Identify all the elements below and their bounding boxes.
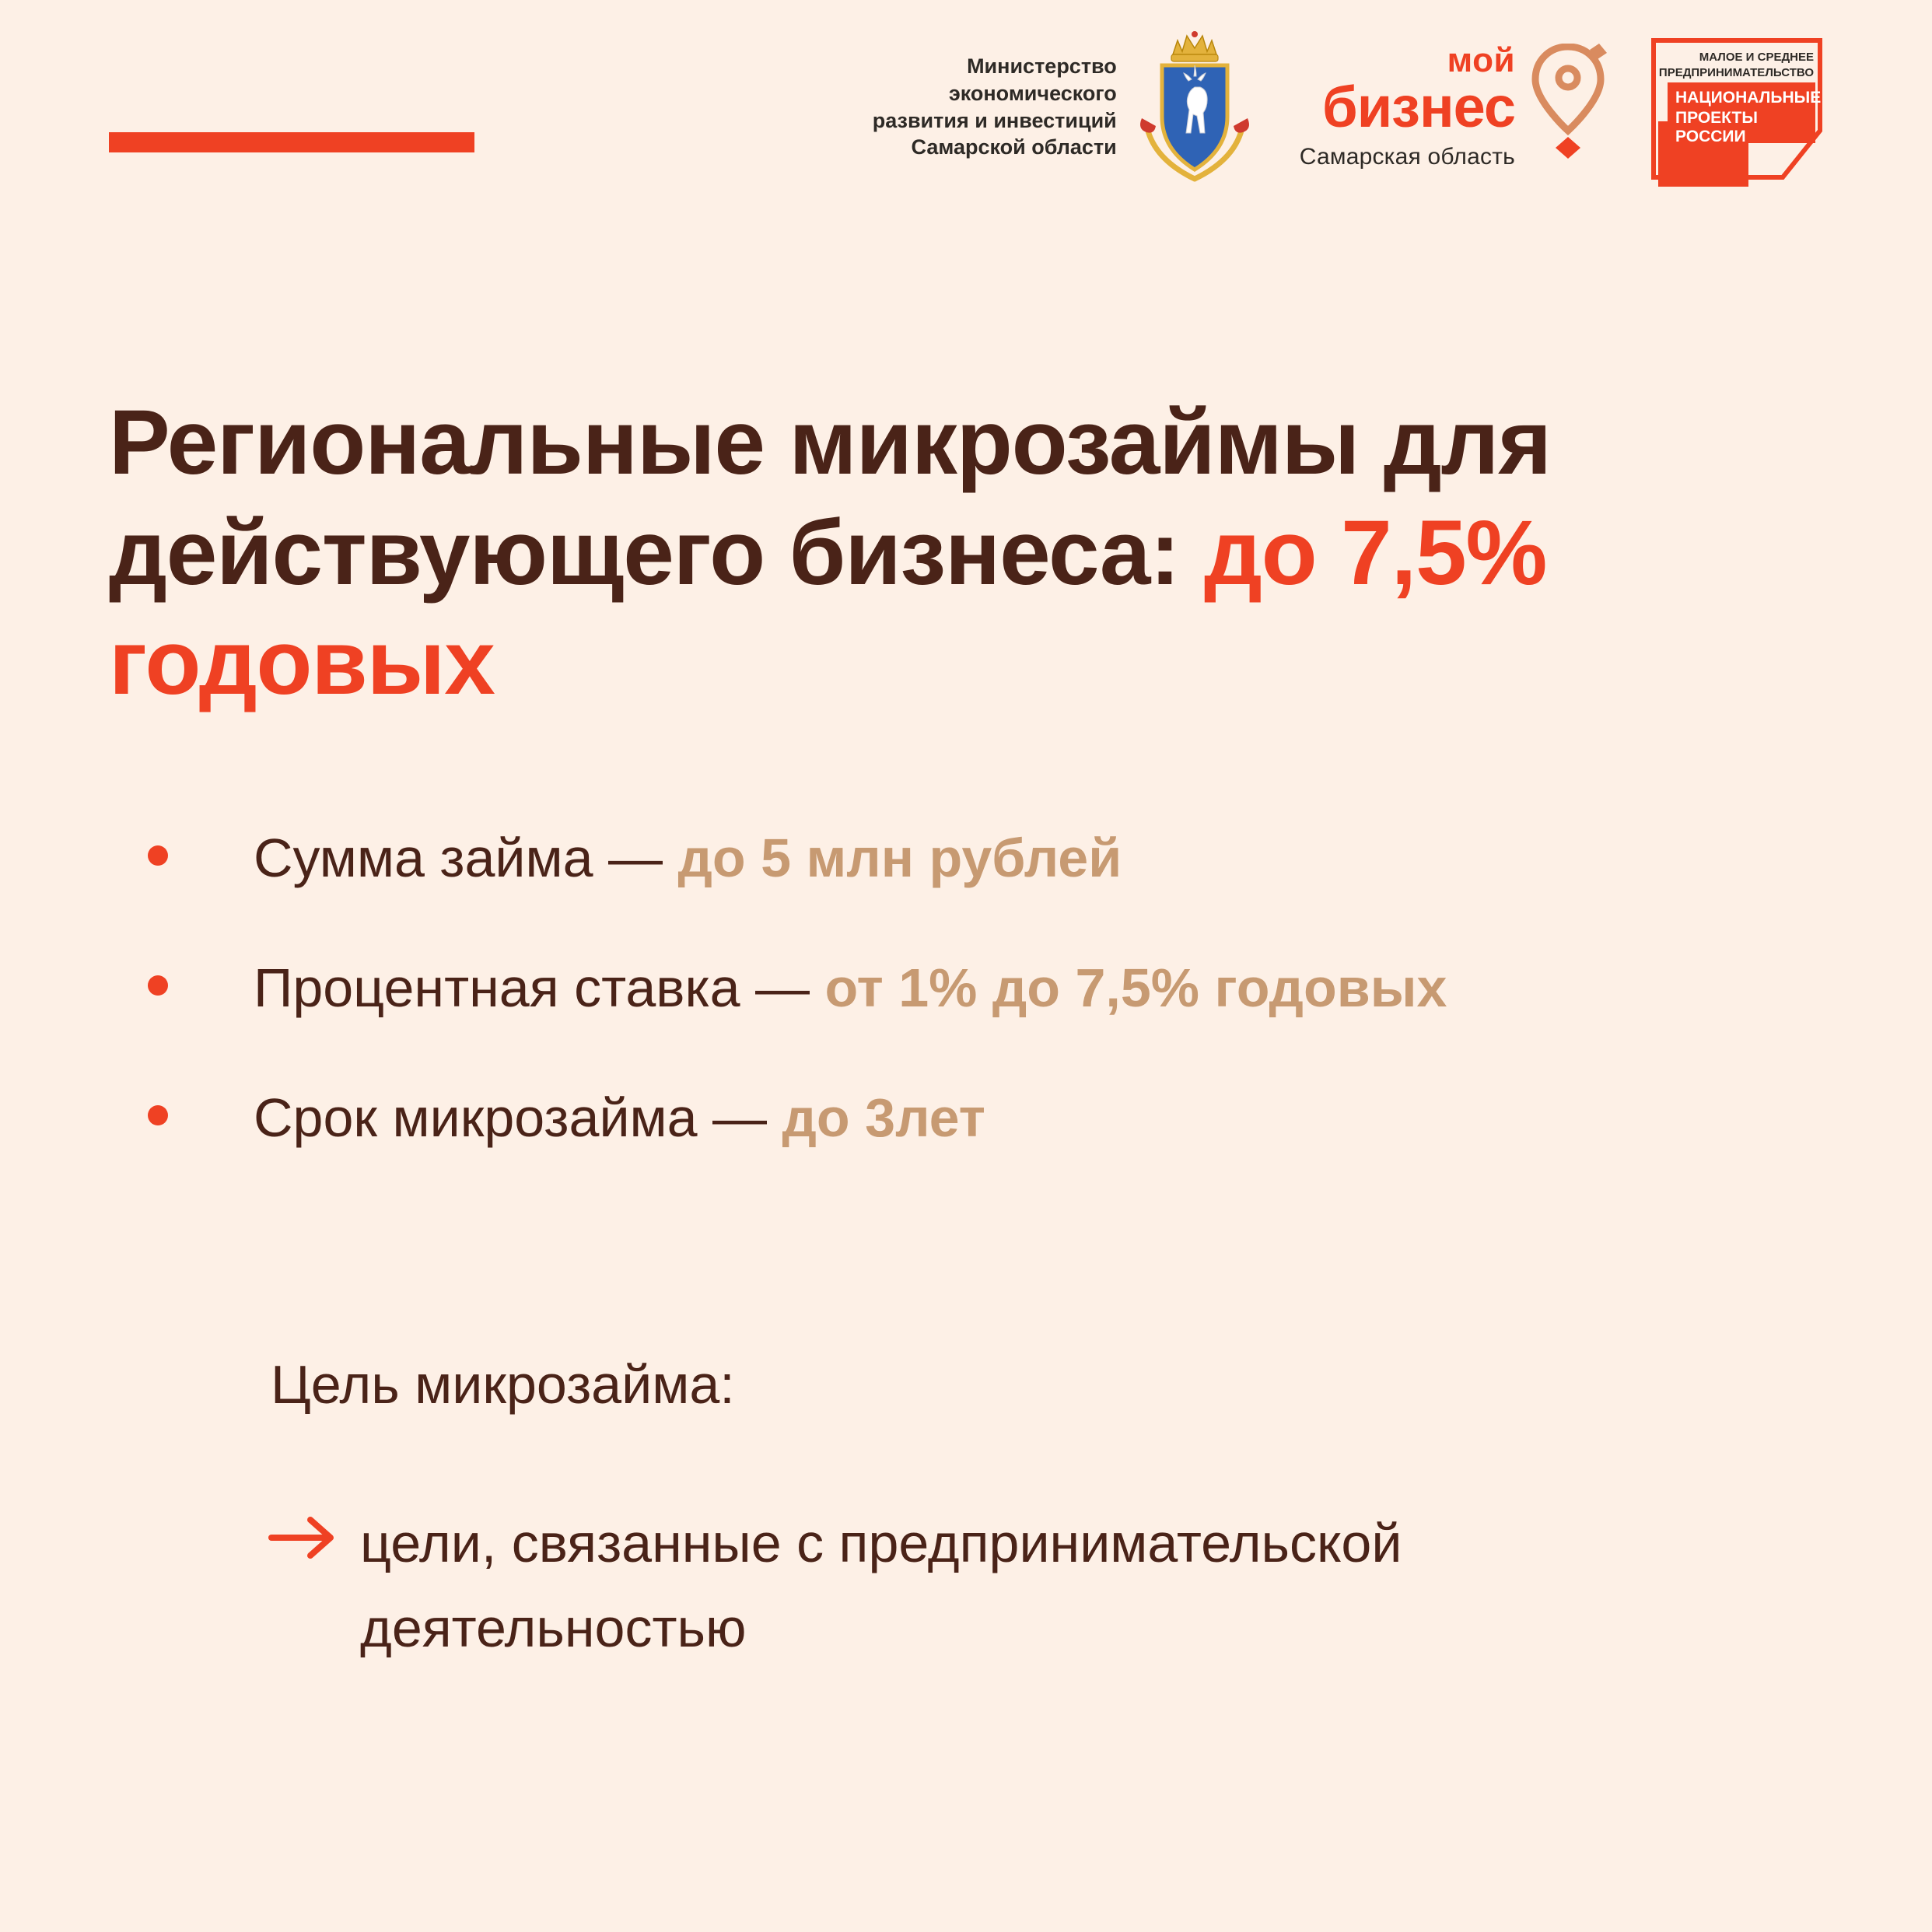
- bullet-dot-icon: [148, 975, 168, 996]
- list-item-value: от 1% до 7,5% годовых: [824, 957, 1447, 1018]
- page-title: [109, 388, 1843, 719]
- list-item-text: [254, 828, 1122, 888]
- samara-region-coat-of-arms-icon: [1131, 31, 1259, 183]
- logo-row: [873, 31, 1823, 190]
- page-title-accent: до 7,5% годовых: [109, 501, 1547, 715]
- ministry-logo: [873, 31, 1259, 183]
- ministry-line-4: Самарской области: [911, 135, 1117, 159]
- list-item: [148, 1088, 1906, 1148]
- list-item: [148, 958, 1906, 1018]
- list-item-value: до 5 млн рублей: [677, 828, 1122, 888]
- purpose-heading: Цель микрозайма:: [271, 1354, 735, 1415]
- svg-text:НАЦИОНАЛЬНЫЕ: НАЦИОНАЛЬНЫЕ: [1675, 89, 1822, 107]
- svg-text:МАЛОЕ И СРЕДНЕЕ: МАЛОЕ И СРЕДНЕЕ: [1699, 51, 1814, 64]
- ministry-line-2: экономического: [948, 81, 1117, 105]
- my-business-wordmark: [1299, 41, 1515, 170]
- list-item-label: Процентная ставка —: [254, 957, 825, 1018]
- purpose-item: [271, 1501, 1826, 1670]
- bullet-dot-icon: [148, 845, 168, 866]
- list-item: [148, 828, 1906, 888]
- decorative-red-rule: [109, 132, 474, 152]
- svg-text:РОССИИ: РОССИИ: [1675, 128, 1746, 145]
- conditions-list: [148, 828, 1906, 1218]
- list-item-value: до 3лет: [782, 1087, 985, 1148]
- my-business-word-top: мой: [1447, 41, 1515, 79]
- list-item-label: Срок микрозайма —: [254, 1087, 782, 1148]
- ministry-line-1: Министерство: [967, 54, 1117, 79]
- ministry-line-3: развития и инвестиций: [872, 108, 1117, 132]
- my-business-region: Самарская область: [1299, 144, 1515, 170]
- purpose-item-text: цели, связанные с предпринимательской деятельностью: [360, 1513, 1402, 1658]
- list-item-text: [254, 958, 1447, 1018]
- my-business-word-main: бизнес: [1321, 75, 1515, 139]
- national-projects-logo: [1650, 31, 1823, 190]
- page-title-plain: Региональные микрозаймы для действующего бизнеса:: [109, 391, 1551, 604]
- page-header: [0, 0, 1932, 233]
- my-business-logo: [1300, 31, 1610, 170]
- ministry-logo-text: [873, 53, 1117, 160]
- svg-text:ПРЕДПРИНИМАТЕЛЬСТВО: ПРЕДПРИНИМАТЕЛЬСТВО: [1658, 66, 1814, 79]
- svg-text:ПРОЕКТЫ: ПРОЕКТЫ: [1675, 109, 1758, 127]
- list-item-text: [254, 1088, 985, 1148]
- list-item-label: Сумма займа —: [254, 828, 678, 888]
- bullet-dot-icon: [148, 1105, 168, 1125]
- arrow-right-icon: [267, 1510, 360, 1565]
- map-pin-icon: [1526, 44, 1610, 160]
